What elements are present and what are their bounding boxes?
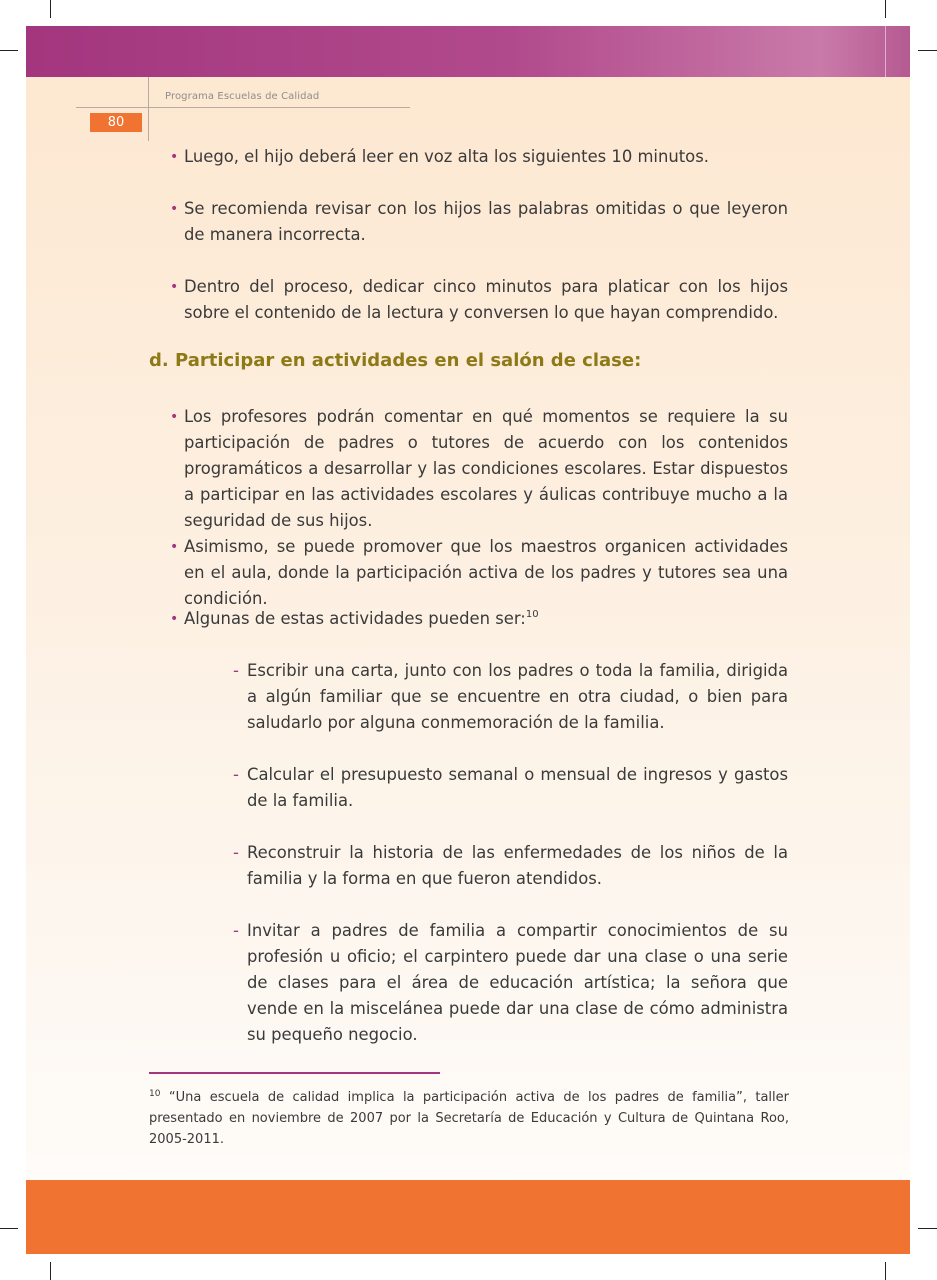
document-page bbox=[26, 26, 910, 1254]
footnote-text: “Una escuela de calidad implica la participación activa de los padres de familia”, taller presentado en noviembre de 2007 por la Secretaría de Educación y Cultura de Quintana Roo, 2005-2011. bbox=[149, 1090, 789, 1147]
footnote-separator bbox=[149, 1072, 440, 1074]
activity-item bbox=[233, 658, 788, 736]
footnote-ref: 10 bbox=[525, 609, 539, 620]
dash-icon: - bbox=[233, 661, 239, 680]
crop-mark bbox=[885, 1262, 886, 1280]
bullet-icon: • bbox=[170, 539, 179, 555]
bullet-item bbox=[170, 606, 788, 632]
bullet-text: Luego, el hijo deberá leer en voz alta los siguientes 10 minutos. bbox=[184, 147, 709, 166]
crop-mark bbox=[0, 50, 18, 51]
running-head: Programa Escuelas de Calidad bbox=[165, 91, 320, 102]
header-rule-horizontal bbox=[76, 107, 410, 108]
section-heading: d. Participar en actividades en el salón de clase: bbox=[149, 350, 642, 371]
bullet-icon: • bbox=[170, 409, 179, 425]
footnote bbox=[149, 1087, 789, 1150]
activity-text: Calcular el presupuesto semanal o mensual de ingresos y gastos de la familia. bbox=[247, 765, 788, 810]
footnote-number: 10 bbox=[149, 1089, 161, 1099]
bullet-text: Dentro del proceso, dedicar cinco minutos para platicar con los hijos sobre el contenido de la lectura y conversen lo que hayan comprendido. bbox=[184, 277, 788, 322]
activity-text: Reconstruir la historia de las enfermedades de los niños de la familia y la forma en que fueron atendidos. bbox=[247, 843, 788, 888]
bullet-icon: • bbox=[170, 201, 179, 217]
bullet-icon: • bbox=[170, 149, 179, 165]
bullet-text: Se recomienda revisar con los hijos las palabras omitidas o que leyeron de manera incorrecta. bbox=[184, 199, 788, 244]
bullet-item bbox=[170, 196, 788, 248]
bottom-color-band bbox=[26, 1180, 910, 1254]
bullet-text: Algunas de estas actividades pueden ser: bbox=[184, 609, 526, 628]
crop-mark bbox=[918, 1228, 937, 1229]
activity-item bbox=[233, 762, 788, 814]
bullet-icon: • bbox=[170, 279, 179, 295]
bullet-icon: • bbox=[170, 611, 179, 627]
dash-icon: - bbox=[233, 765, 239, 784]
activity-text: Invitar a padres de familia a compartir conocimientos de su profesión u oficio; el carpintero puede dar una clase o una serie de clases para el área de educación artística; la señora que vende en la miscelánea puede dar una clase de cómo administra su pequeño negocio. bbox=[247, 921, 788, 1044]
crop-mark bbox=[885, 0, 886, 18]
crop-mark bbox=[50, 0, 51, 18]
bullet-text: Asimismo, se puede promover que los maestros organicen actividades en el aula, donde la participación activa de los padres y tutores sea una condición. bbox=[184, 537, 788, 608]
activity-item bbox=[233, 840, 788, 892]
activity-text: Escribir una carta, junto con los padres o toda la familia, dirigida a algún familiar que se encuentre en otra ciudad, o bien para saludarlo por alguna conmemoración de la familia. bbox=[247, 661, 788, 732]
top-color-band bbox=[26, 26, 910, 77]
bullet-item bbox=[170, 404, 788, 534]
crop-mark bbox=[918, 50, 937, 51]
bullet-item bbox=[170, 534, 788, 612]
dash-icon: - bbox=[233, 843, 239, 862]
dash-icon: - bbox=[233, 921, 239, 940]
bullet-item bbox=[170, 274, 788, 326]
crop-mark bbox=[50, 1262, 51, 1280]
page-number: 80 bbox=[90, 113, 142, 132]
bullet-text: Los profesores podrán comentar en qué momentos se requiere la su participación de padres o tutores de acuerdo con los contenidos programáticos a desarrollar y las condiciones escolares. Estar dispuestos a participar en las actividades escolares y áulicas contribuye mucho a la seguridad de sus hijos. bbox=[184, 407, 788, 530]
activity-item bbox=[233, 918, 788, 1048]
band-divider bbox=[885, 26, 886, 77]
header-rule-vertical bbox=[148, 77, 149, 141]
crop-mark bbox=[0, 1228, 18, 1229]
bullet-item bbox=[170, 144, 788, 170]
